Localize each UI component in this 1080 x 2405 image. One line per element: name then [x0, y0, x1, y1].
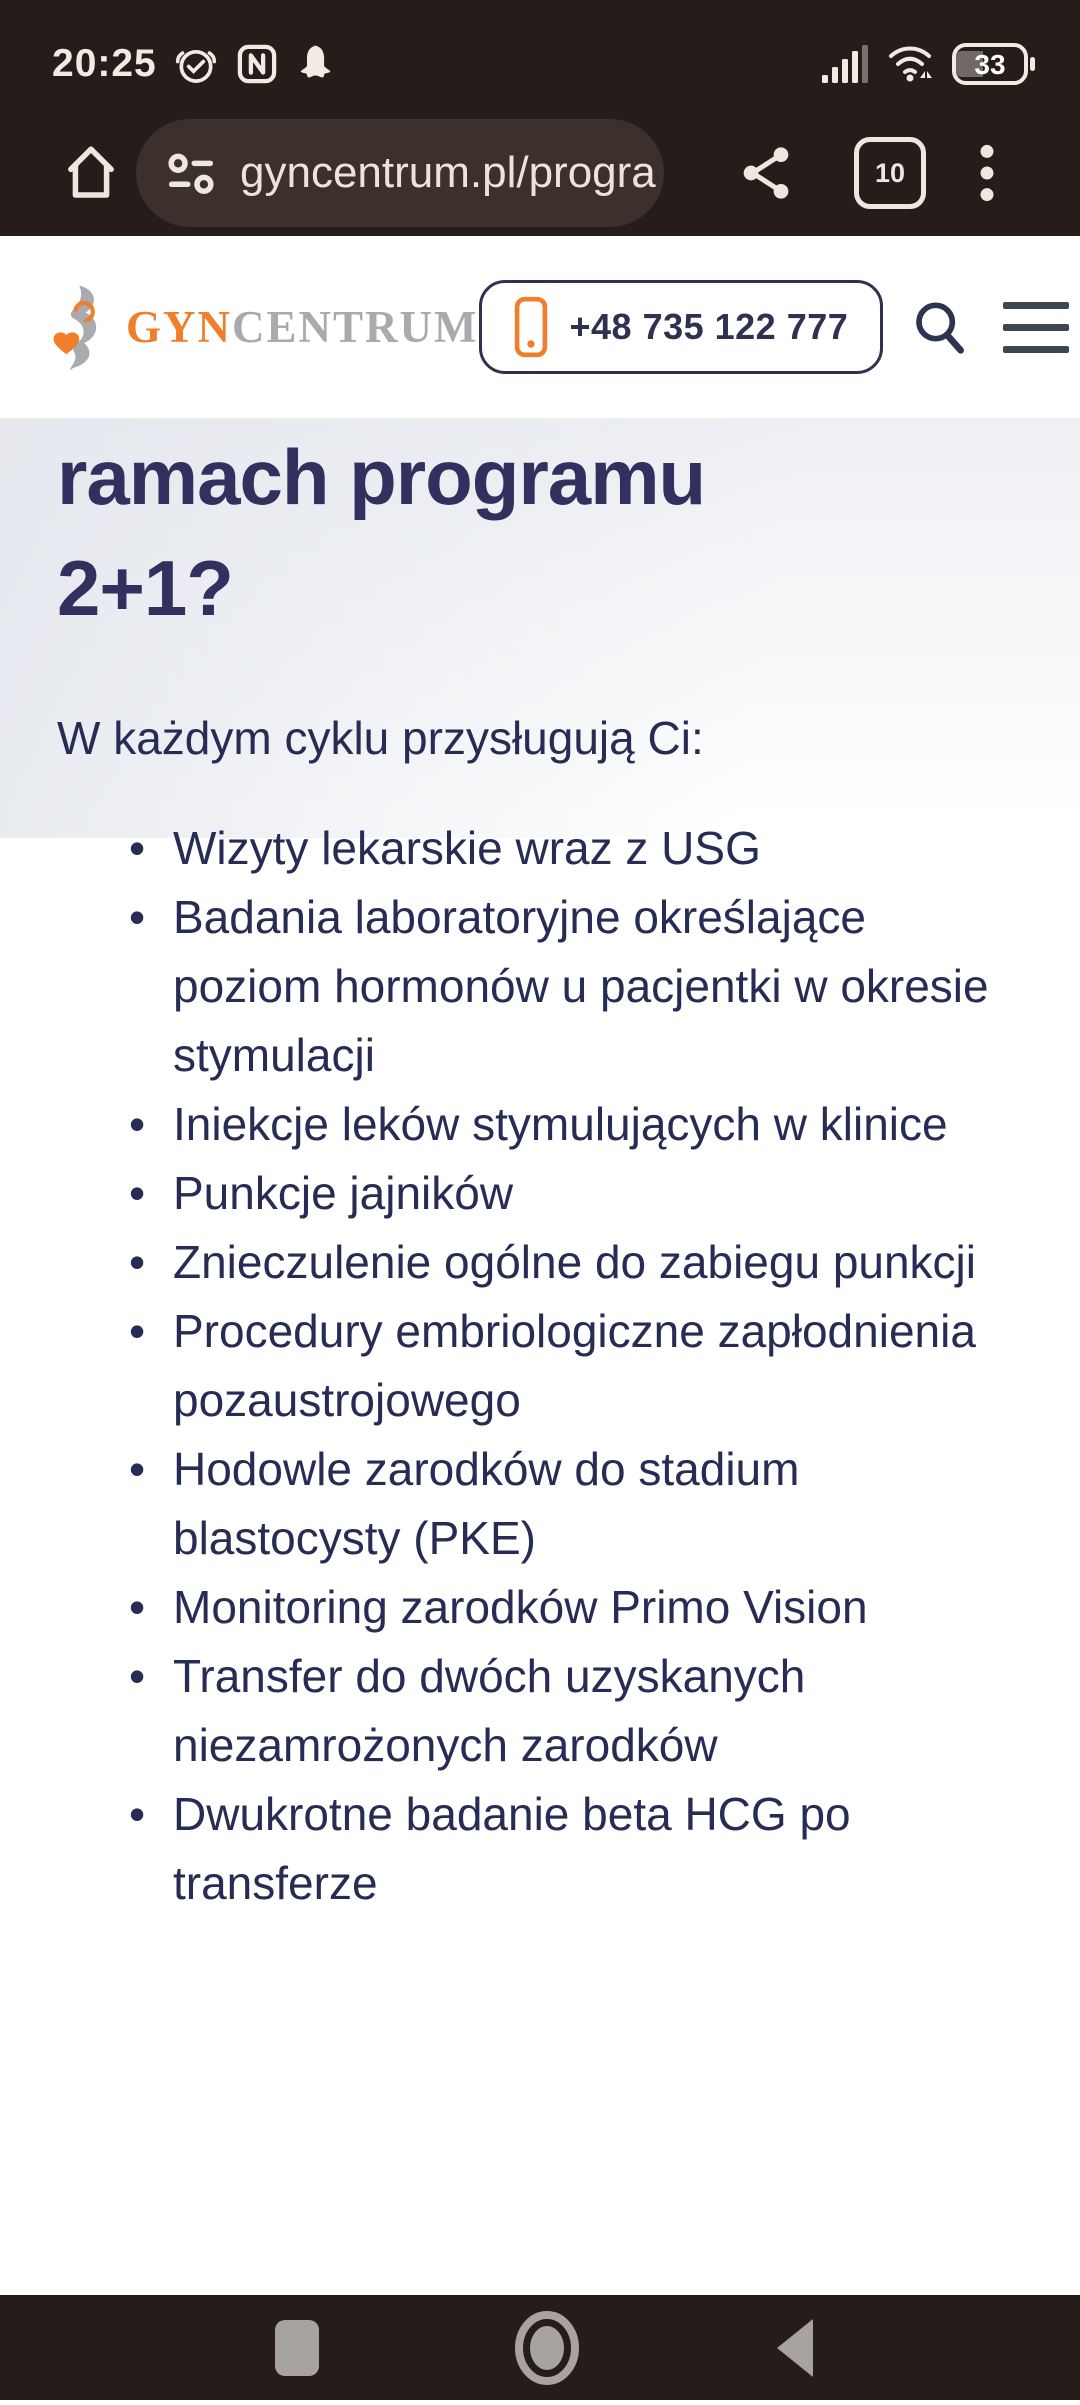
page-title-line2: 2+1? [57, 544, 233, 632]
page-title-line1: ramach programu [57, 433, 706, 521]
share-icon[interactable] [736, 142, 796, 204]
browser-toolbar [0, 110, 1080, 236]
page-content [0, 418, 1080, 2405]
list-item: • Transfer do dwóch uzyskanych niezamrożonych zarodków [129, 1642, 1023, 1780]
hamburger-menu-icon[interactable] [1003, 302, 1069, 353]
site-settings-icon[interactable] [162, 144, 220, 202]
gyncentrum-logo-mark [52, 283, 116, 371]
list-item: • Znieczulenie ogólne do zabiegu punkcji [129, 1228, 1023, 1297]
battery-percent-text: 33 [974, 49, 1006, 80]
nfc-icon [235, 42, 279, 86]
url-text[interactable]: gyncentrum.pl/progra [240, 148, 656, 197]
phone-icon [514, 296, 548, 358]
back-button-icon[interactable] [773, 2317, 815, 2379]
list-item: • Dwukrotne badanie beta HCG po transferze [129, 1780, 1023, 1918]
signal-icon [822, 43, 870, 85]
phone-number-label: +48 735 122 777 [569, 306, 849, 347]
home-button-icon[interactable] [514, 2310, 580, 2386]
page-title [57, 418, 1023, 644]
wifi-icon [886, 42, 936, 86]
search-icon[interactable] [909, 297, 969, 357]
site-logo[interactable] [52, 283, 479, 371]
snapchat-icon [296, 42, 340, 86]
list-item: • Wizyty lekarskie wraz z USG [129, 814, 1023, 883]
site-header [0, 236, 1080, 418]
recents-button-icon[interactable] [274, 2319, 320, 2377]
benefits-list [57, 814, 1023, 1918]
url-bar[interactable] [136, 119, 664, 227]
list-item: • Badania laboratoryjne określające poziom hormonów u pacjentki w okresie stymulacji [129, 883, 1023, 1090]
home-icon[interactable] [58, 140, 124, 206]
overflow-menu-icon[interactable] [978, 140, 996, 206]
status-bar [0, 0, 1080, 110]
tab-count-label: 10 [874, 157, 906, 188]
tab-counter[interactable] [854, 137, 926, 209]
logo-gyn: GYN [126, 302, 232, 352]
list-item: • Iniekcje leków stymulujących w klinice [129, 1090, 1023, 1159]
list-item: • Procedury embriologiczne zapłodnienia pozaustrojowego [129, 1297, 1023, 1435]
list-item: • Hodowle zarodków do stadium blastocysty (PKE) [129, 1435, 1023, 1573]
phone-call-button[interactable] [479, 280, 884, 374]
list-item: • Punkcje jajników [129, 1159, 1023, 1228]
list-item: • Monitoring zarodków Primo Vision [129, 1573, 1023, 1642]
logo-centrum: CENTRUM [232, 302, 479, 352]
site-logo-text [126, 301, 479, 353]
android-navigation-bar [0, 2295, 1080, 2400]
battery-icon [952, 41, 1036, 87]
status-time: 20:25 [52, 42, 157, 85]
intro-text: W każdym cyklu przysługują Ci: [57, 712, 704, 764]
alarm-icon [174, 42, 218, 86]
